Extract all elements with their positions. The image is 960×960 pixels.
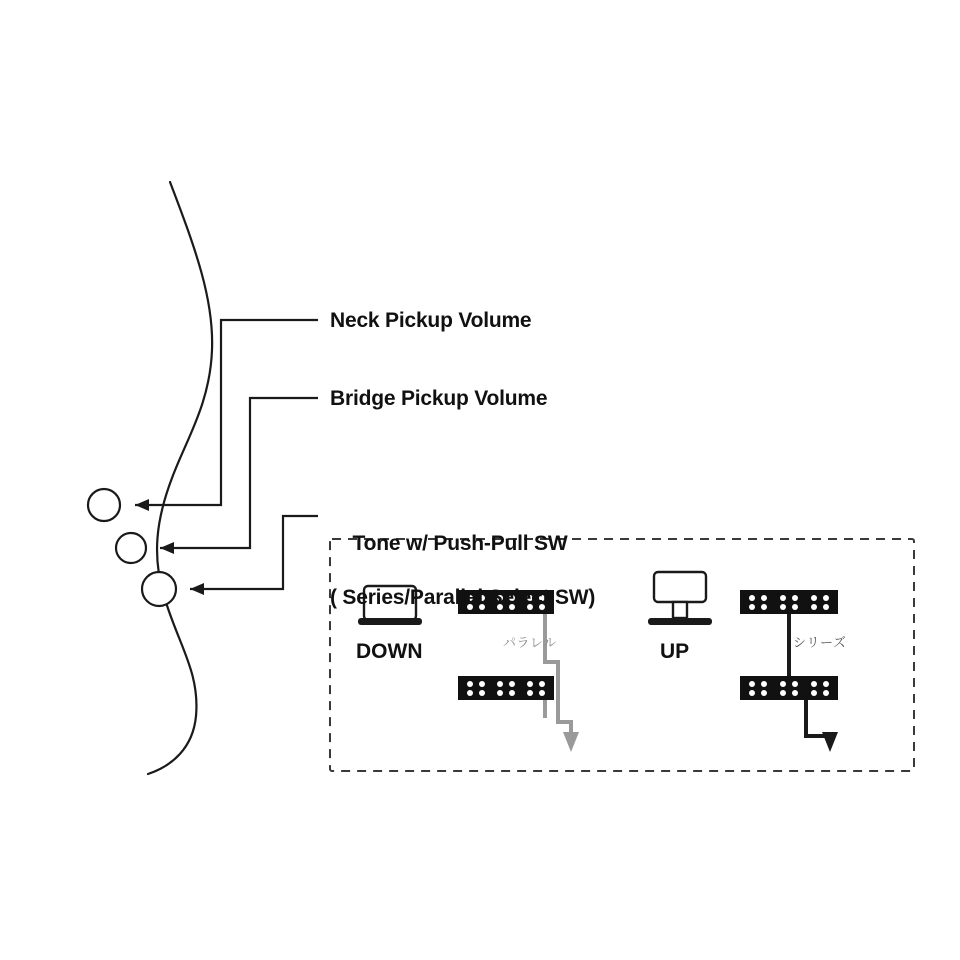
leader-neck bbox=[135, 320, 318, 505]
pickup-bridge-down bbox=[458, 676, 554, 700]
push-pull-knob-up-icon bbox=[648, 572, 712, 625]
series-wire-arrow bbox=[822, 732, 838, 752]
switch-state-label-up: UP bbox=[660, 640, 690, 663]
leader-tone bbox=[190, 516, 318, 589]
tone-knob bbox=[142, 572, 176, 606]
pickup-neck-up bbox=[740, 590, 838, 614]
neck-volume-knob bbox=[88, 489, 120, 521]
guitar-body-outline bbox=[148, 182, 212, 774]
bridge-volume-knob bbox=[116, 533, 146, 563]
leader-tone-arrow bbox=[190, 583, 204, 595]
callout-label-tone-line2: ( Series/Parallel Select SW) bbox=[330, 585, 596, 609]
callout-label-tone-line1: Tone w/ Push-Pull SW bbox=[352, 531, 568, 555]
leader-neck-arrow bbox=[135, 499, 149, 511]
switch-state-label-down: DOWN bbox=[356, 640, 423, 663]
wiring-label-series: シリーズ bbox=[793, 635, 847, 650]
callout-label-neck-pickup-volume: Neck Pickup Volume bbox=[330, 309, 532, 332]
parallel-wire-arrow bbox=[563, 732, 579, 752]
callout-leader-lines bbox=[135, 320, 318, 595]
leader-bridge-arrow bbox=[160, 542, 174, 554]
leader-bridge bbox=[160, 398, 318, 548]
wiring-label-parallel: パラレル bbox=[503, 635, 557, 650]
pickup-bridge-up bbox=[740, 676, 838, 700]
callout-label-bridge-pickup-volume: Bridge Pickup Volume bbox=[330, 387, 548, 410]
